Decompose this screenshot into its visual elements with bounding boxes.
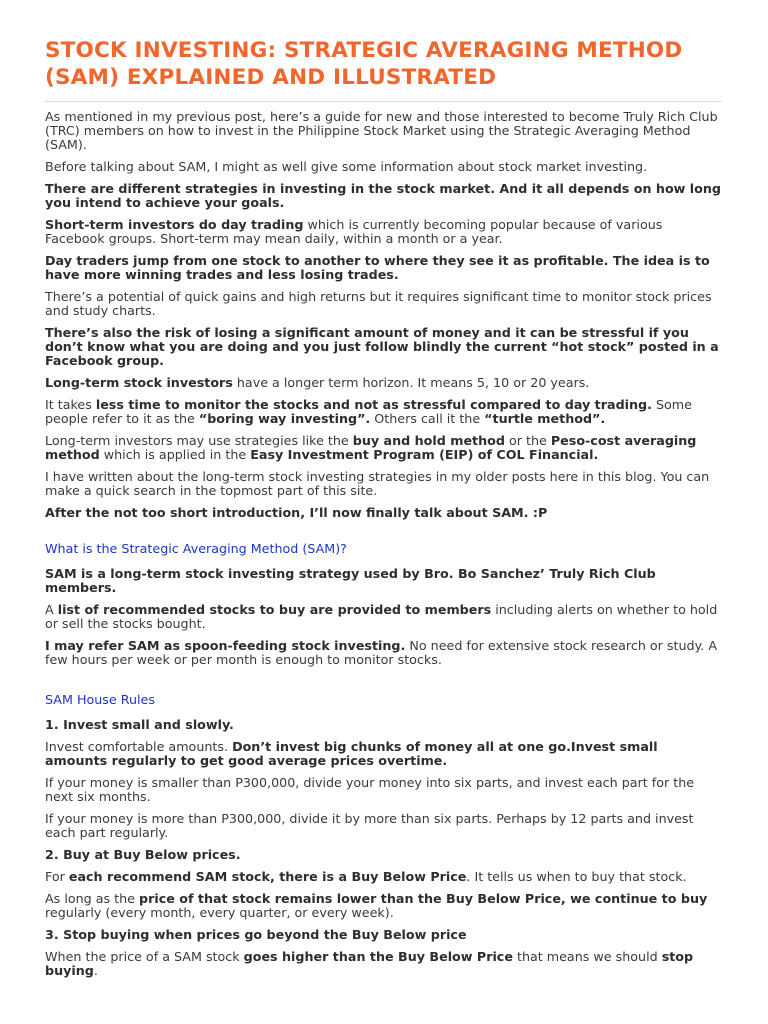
- bold-text: Don’t invest big chunks of money all at one go.Invest small amounts regularly to get good average prices overtime.: [45, 739, 658, 768]
- paragraph: If your money is more than P300,000, divide it by more than six parts. Perhaps by 12 parts and invest each part regularly.: [45, 811, 694, 840]
- paragraph: [45, 506, 722, 520]
- paragraph: [45, 376, 722, 390]
- paragraph: [45, 254, 722, 282]
- text: For: [45, 869, 69, 884]
- paragraph: [45, 434, 722, 462]
- text: which is applied in the: [99, 447, 251, 462]
- bold-text: less time to monitor the stocks and not as stressful compared to day trading.: [95, 397, 652, 412]
- rule-heading: [45, 718, 722, 732]
- text: When the price of a SAM stock: [45, 949, 244, 964]
- text: regularly (every month, every quarter, or every week).: [45, 905, 394, 920]
- bold-text: price of that stock remains lower than the Buy Below Price, we continue to buy: [139, 891, 708, 906]
- text: including alerts on whether to hold or sell the stocks bought.: [45, 602, 718, 631]
- paragraph: [45, 870, 722, 884]
- bold-text: Long-term stock investors: [45, 375, 233, 390]
- paragraph: [45, 567, 722, 595]
- text: that means we should: [512, 949, 662, 964]
- bold-text: Easy Investment Program (EIP) of COL Financial.: [250, 447, 599, 462]
- text: Some people refer to it as the: [45, 397, 692, 426]
- bold-text: stop buying: [45, 949, 694, 978]
- paragraph: There’s a potential of quick gains and high returns but it requires significant time to monitor stock prices and study charts.: [45, 289, 712, 318]
- bold-text: goes higher than the Buy Below Price: [243, 949, 513, 964]
- paragraph: [45, 182, 722, 210]
- paragraph: [45, 326, 722, 368]
- paragraph: [45, 603, 722, 631]
- paragraph: If your money is smaller than P300,000, divide your money into six parts, and invest each part for the next six months.: [45, 775, 695, 804]
- paragraph: [45, 740, 722, 768]
- text: No need for extensive stock research or study. A few hours per week or per month is enough to monitor stocks.: [45, 638, 718, 667]
- paragraph: As mentioned in my previous post, here’s a guide for new and those interested to become Truly Rich Club (TRC) members on how to invest in the Philippine Stock Market using the Strategic Averaging Method (SAM).: [45, 109, 718, 152]
- bold-text: There’s also the risk of losing a significant amount of money and it can be stressful if you don’t know what you are doing and you just follow blindly the current “hot stock” posted in a Facebook group.: [45, 325, 719, 368]
- text: Others call it the: [370, 411, 485, 426]
- paragraph: [45, 218, 722, 246]
- paragraph: Before talking about SAM, I might as well give some information about stock market investing.: [45, 159, 648, 174]
- bold-text: 3. Stop buying when prices go beyond the Buy Below price: [45, 927, 467, 942]
- paragraph: [45, 398, 722, 426]
- bold-text: Short-term investors do day trading: [45, 217, 304, 232]
- title-divider: [45, 101, 722, 102]
- text: A: [45, 602, 58, 617]
- bold-text: 2. Buy at Buy Below prices.: [45, 847, 241, 862]
- bold-text: Peso-cost averaging method: [45, 433, 697, 462]
- bold-text: Day traders jump from one stock to another to where they see it as profitable. The idea is to have more winning trades and less losing trades.: [45, 253, 710, 282]
- bold-text: There are different strategies in investing in the stock market. And it all depends on how long you intend to achieve your goals.: [45, 181, 721, 210]
- bold-text: “boring way investing”.: [198, 411, 371, 426]
- text: Invest comfortable amounts.: [45, 739, 233, 754]
- text: Long-term investors may use strategies like the: [45, 433, 353, 448]
- bold-text: After the not too short introduction, I’ll now finally talk about SAM. :P: [45, 505, 548, 520]
- text: or the: [504, 433, 551, 448]
- rule-heading: [45, 928, 722, 942]
- section-heading-rules: SAM House Rules: [45, 692, 155, 707]
- paragraph: [45, 950, 722, 978]
- bold-text: buy and hold method: [352, 433, 505, 448]
- bold-text: “turtle method”.: [484, 411, 606, 426]
- bold-text: list of recommended stocks to buy are provided to members: [57, 602, 492, 617]
- text: .: [93, 963, 98, 978]
- bold-text: each recommend SAM stock, there is a Buy Below Price: [68, 869, 467, 884]
- text: which is currently becoming popular because of various Facebook groups. Short-term may mean daily, within a month or a year.: [45, 217, 663, 246]
- section-heading-sam: What is the Strategic Averaging Method (SAM)?: [45, 541, 347, 556]
- bold-text: I may refer SAM as spoon-feeding stock investing.: [45, 638, 406, 653]
- text: As long as the: [45, 891, 140, 906]
- text: have a longer term horizon. It means 5, 10 or 20 years.: [232, 375, 590, 390]
- bold-text: 1. Invest small and slowly.: [45, 717, 234, 732]
- text: It takes: [45, 397, 96, 412]
- paragraph: [45, 892, 722, 920]
- text: . It tells us when to buy that stock.: [466, 869, 687, 884]
- bold-text: SAM is a long-term stock investing strategy used by Bro. Bo Sanchez’ Truly Rich Club members.: [45, 566, 656, 595]
- rule-heading: [45, 848, 722, 862]
- paragraph: I have written about the long-term stock investing strategies in my older posts here in this blog. You can make a quick search in the topmost part of this site.: [45, 469, 710, 498]
- paragraph: [45, 639, 722, 667]
- page-title: STOCK INVESTING: STRATEGIC AVERAGING METHOD (SAM) EXPLAINED AND ILLUSTRATED: [45, 38, 683, 90]
